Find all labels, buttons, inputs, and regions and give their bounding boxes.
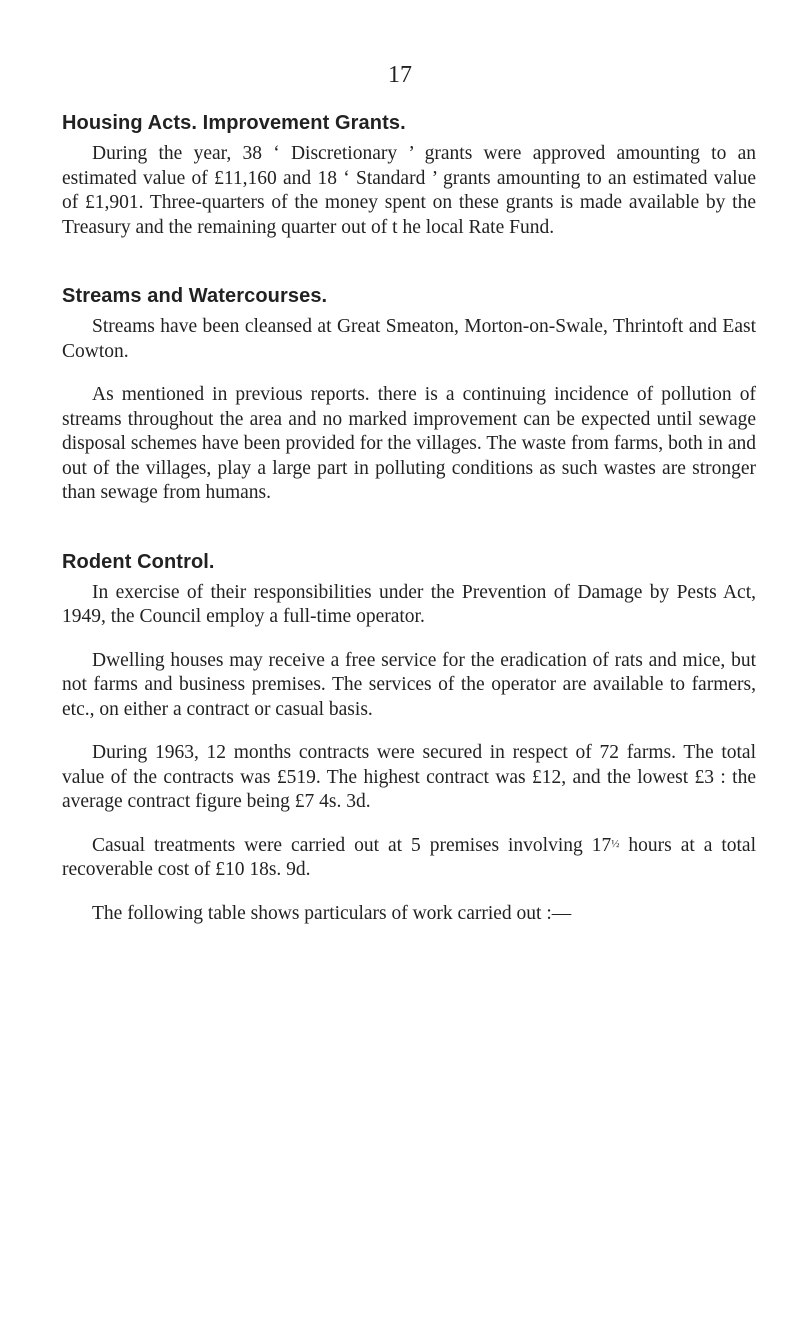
streams-section: [62, 283, 756, 506]
rodent-closing-paragraph: The following table shows particulars of work carried out :—: [92, 902, 572, 924]
rodent-paragraph-2: Dwelling houses may receive a free service for the eradication of rats and mice, but not farms and business premises. The services of the operator are available to farmers, etc., on either a contract or casual basis.: [62, 649, 756, 720]
rodent-paragraph-casual: [62, 834, 756, 883]
casual-text-end: hours at a total recoverable cost of £10 18s. 9d.: [62, 834, 757, 880]
page-content: [62, 110, 756, 969]
rodent-heading: Rodent Control.: [62, 550, 215, 573]
housing-section: [62, 110, 756, 240]
half-fraction: ½: [611, 837, 620, 850]
housing-paragraph: During the year, 38 ‘ Discretionary ’ grants were approved amounting to an estimated value of £11,160 and 18 ‘ Standard ’ grants amounting to an estimated value of £1,901. Three-quarters of the money spent on these grants is made available by the Treasury and the remaining quarter out of t he local Rate Fund.: [62, 143, 756, 238]
rodent-paragraph-1: In exercise of their responsibilities under the Prevention of Damage by Pests Act, 1949, the Council employ a full-time operator.: [62, 581, 756, 627]
streams-paragraph-2: As mentioned in previous reports. there is a continuing incidence of pollution of streams throughout the area and no marked improvement can be expected until sewage disposal schemes have been provided for the villages. The waste from farms, both in and out of the villages, play a large part in polluting conditions as such wastes are stronger than sewage from humans.: [62, 384, 756, 503]
rodent-section: [62, 549, 756, 927]
streams-heading: Streams and Watercourses.: [62, 285, 328, 307]
rodent-paragraph-3: During 1963, 12 months contracts were secured in respect of 72 farms. The total value of the contracts was £519. The highest contract was £12, and the lowest £3 : the average contract figure being £7 4s. 3d.: [62, 742, 756, 812]
housing-heading: Housing Acts. Improvement Grants.: [62, 112, 406, 134]
casual-text-start: Casual treatments were carried out at 5 premises involving 17: [92, 834, 612, 856]
streams-paragraph-1: Streams have been cleansed at Great Smeaton, Morton-on-Swale, Thrintoft and East Cowton.: [62, 316, 756, 362]
page-number: 17: [388, 62, 412, 88]
